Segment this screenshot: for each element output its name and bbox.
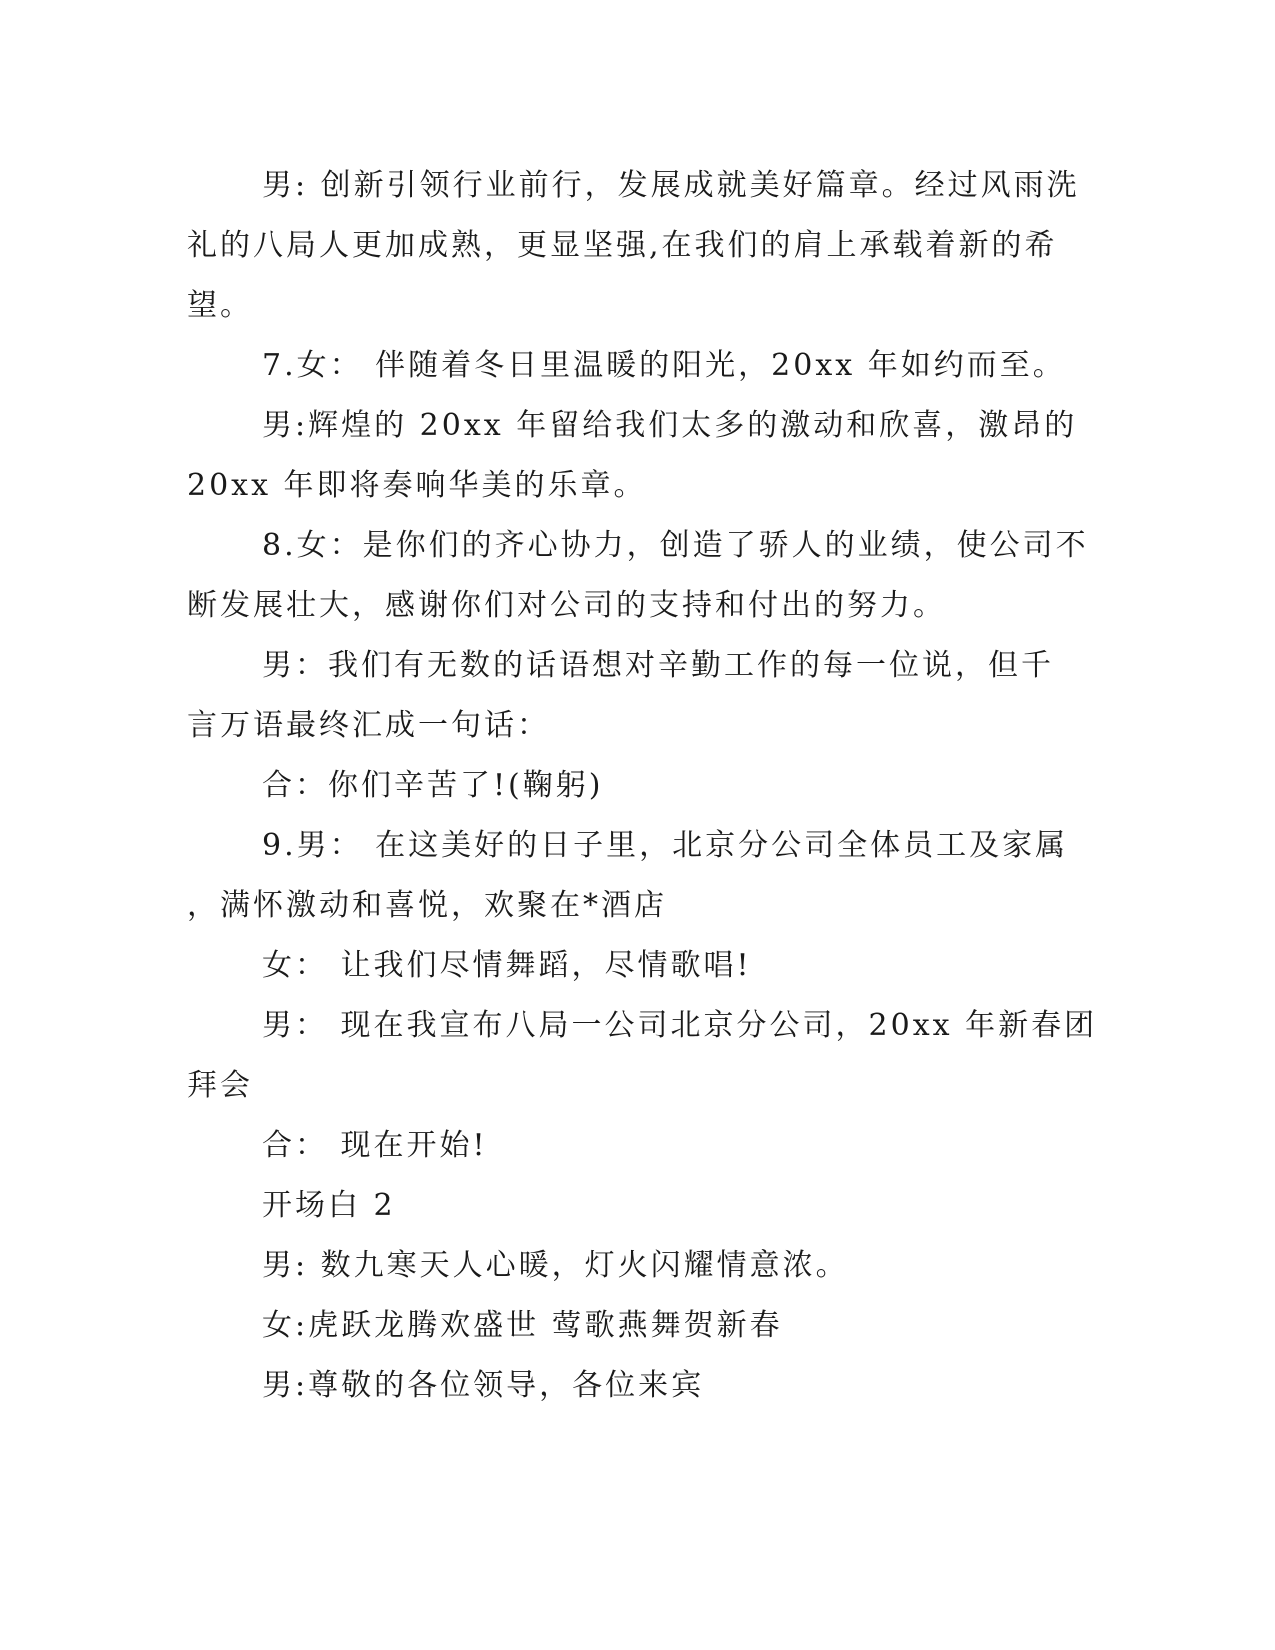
paragraph-2	[187, 336, 1077, 396]
paragraph-9	[187, 996, 1098, 1116]
section-heading	[187, 1176, 1077, 1236]
paragraph-1	[187, 156, 1080, 336]
text-line: 女： 让我们尽情舞蹈，尽情歌唱!	[262, 948, 752, 983]
text-line: 拜会	[187, 1068, 253, 1103]
text-line: 开场白 2	[262, 1188, 396, 1223]
text-line: 7.女： 伴随着冬日里温暖的阳光，20xx 年如约而至。	[262, 348, 1066, 383]
text-line: 望。	[187, 288, 253, 323]
paragraph-14	[187, 1356, 1077, 1416]
text-line: 男： 现在我宣布八局一公司北京分公司，20xx 年新春团	[262, 1008, 1098, 1043]
paragraph-12	[187, 1236, 1077, 1296]
text-line: 女:虎跃龙腾欢盛世 莺歌燕舞贺新春	[262, 1308, 783, 1343]
paragraph-5	[187, 636, 1077, 756]
text-line: 男: 创新引领行业前行，发展成就美好篇章。经过风雨洗	[262, 168, 1080, 203]
paragraph-4	[187, 516, 1089, 636]
text-line: 20xx 年即将奏响华美的乐章。	[187, 468, 647, 503]
paragraph-8	[187, 936, 1077, 996]
document-body	[187, 156, 1098, 1416]
text-line: 9.男： 在这美好的日子里，北京分公司全体员工及家属	[262, 828, 1069, 863]
paragraph-13	[187, 1296, 1077, 1356]
text-line: 合：你们辛苦了!(鞠躬)	[262, 768, 604, 803]
paragraph-6	[187, 756, 1077, 816]
text-line: ，满怀激动和喜悦，欢聚在*酒店	[187, 888, 667, 923]
text-line: 合： 现在开始!	[262, 1128, 488, 1163]
paragraph-3	[187, 396, 1077, 516]
text-line: 断发展壮大，感谢你们对公司的支持和付出的努力。	[187, 588, 946, 623]
text-line: 礼的八局人更加成熟，更显坚强,在我们的肩上承载着新的希	[187, 228, 1058, 263]
text-line: 言万语最终汇成一句话：	[187, 708, 550, 743]
text-line: 8.女：是你们的齐心协力，创造了骄人的业绩，使公司不	[262, 528, 1089, 563]
text-line: 男: 数九寒天人心暖，灯火闪耀情意浓。	[262, 1248, 849, 1283]
text-line: 男:尊敬的各位领导，各位来宾	[262, 1368, 705, 1403]
text-line: 男：我们有无数的话语想对辛勤工作的每一位说，但千	[262, 648, 1054, 683]
paragraph-7	[187, 816, 1077, 936]
text-line: 男:辉煌的 20xx 年留给我们太多的激动和欣喜，激昂的	[262, 408, 1078, 443]
paragraph-10	[187, 1116, 1077, 1176]
